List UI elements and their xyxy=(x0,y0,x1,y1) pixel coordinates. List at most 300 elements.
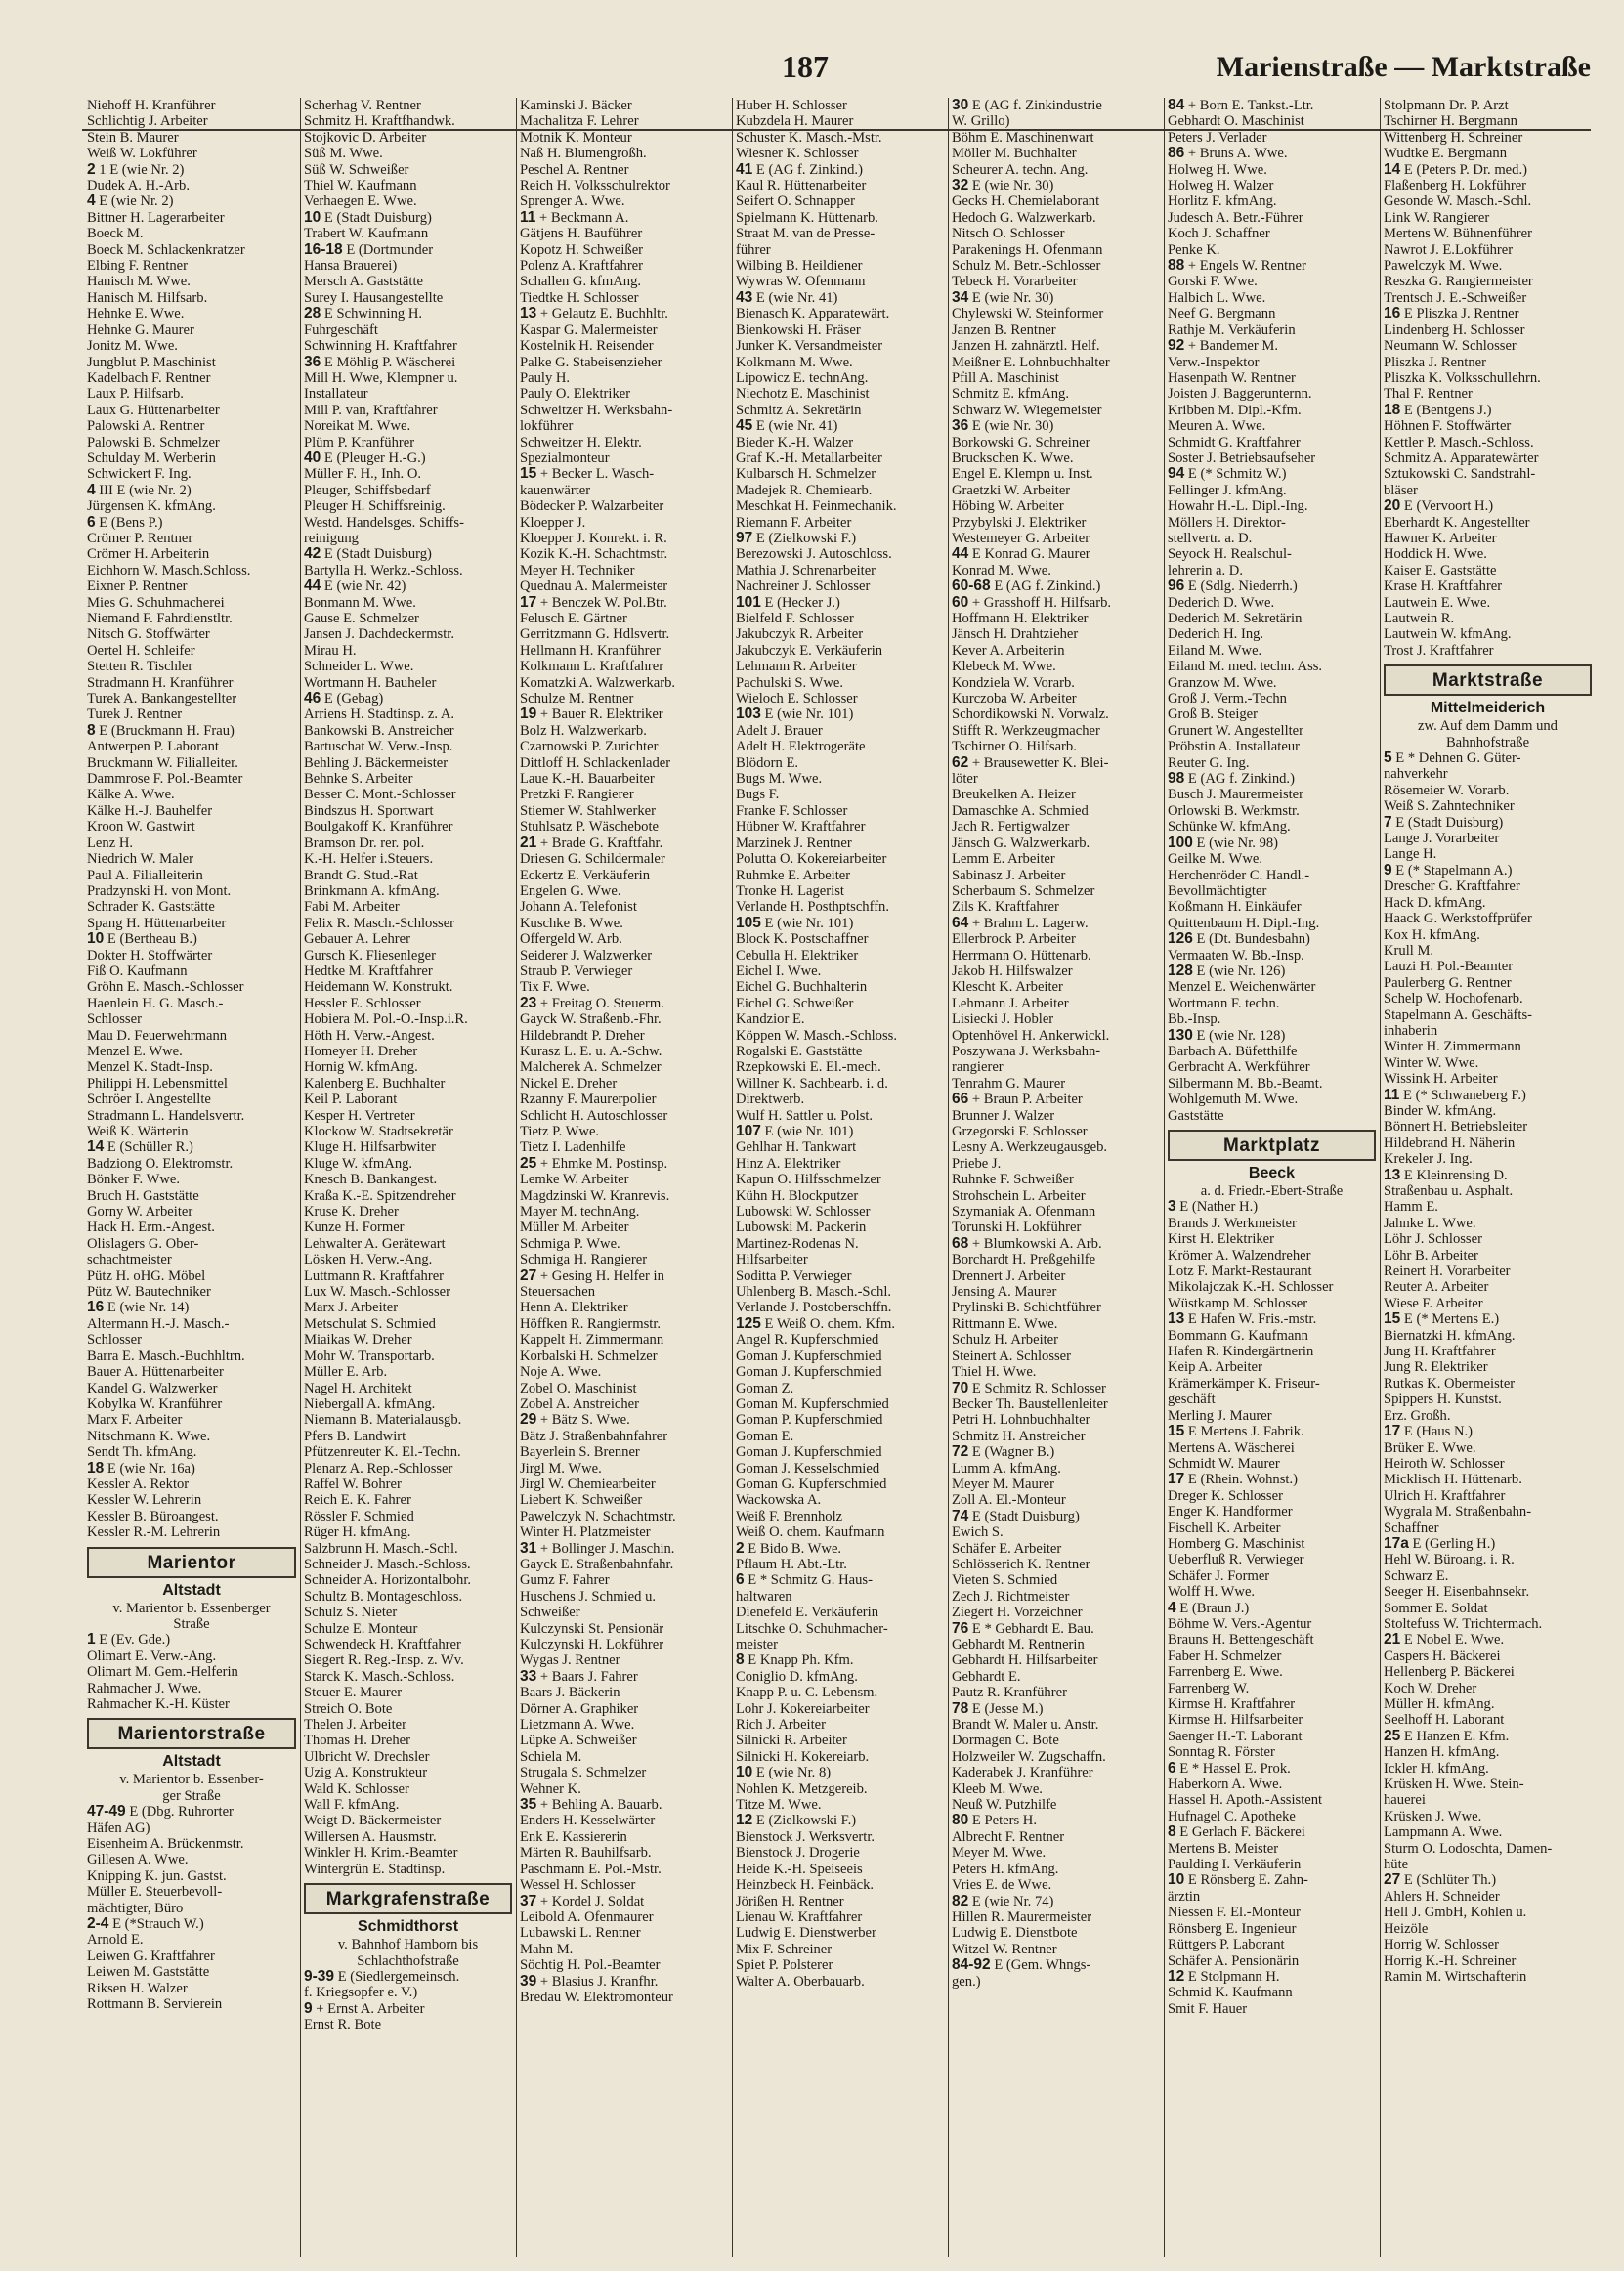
entry-text: Starck K. Masch.-Schloss. xyxy=(304,1668,455,1685)
directory-entry xyxy=(1384,1007,1592,1023)
entry-text: Engelen G. Wwe. xyxy=(520,882,621,899)
entry-text: E Konrad G. Maurer xyxy=(971,546,1090,563)
directory-entry xyxy=(736,450,944,466)
directory-entry xyxy=(1168,1809,1376,1824)
entry-text: Willersen A. Hausmstr. xyxy=(304,1828,437,1845)
entry-text: Felusch E. Gärtner xyxy=(520,611,627,626)
directory-column xyxy=(84,98,300,2257)
house-number: 27 xyxy=(520,1267,537,1284)
house-number: 101 xyxy=(736,594,761,611)
house-number: 16 xyxy=(87,1300,105,1316)
entry-text: Tschirner O. Hilfsarb. xyxy=(952,739,1077,755)
entry-text: Reuter G. Ing. xyxy=(1168,754,1250,771)
entry-text: Boulgakoff K. Kranführer xyxy=(304,819,453,836)
entry-text: Hedtke M. Kraftfahrer xyxy=(304,963,433,979)
directory-entry xyxy=(1168,643,1376,659)
entry-text: Bugs F. xyxy=(736,787,780,803)
directory-entry xyxy=(520,210,728,226)
entry-text: Geilke M. Wwe. xyxy=(1168,851,1262,868)
entry-text: lokführer xyxy=(520,418,574,435)
entry-text: Turek A. Bankangestellter xyxy=(87,691,237,707)
house-number: 36 xyxy=(952,418,969,435)
directory-entry xyxy=(1384,418,1592,434)
entry-text: E (wie Nr. 98) xyxy=(1196,835,1279,851)
directory-entry xyxy=(87,226,296,241)
entry-text: Jürgensen K. kfmAng. xyxy=(87,498,216,515)
entry-text: Grunert W. Angestellter xyxy=(1168,722,1304,739)
directory-entry xyxy=(520,723,728,739)
directory-entry xyxy=(304,1605,512,1620)
directory-entry xyxy=(736,1268,944,1284)
directory-entry xyxy=(952,322,1160,338)
entry-text: Bönker F. Wwe. xyxy=(87,1172,181,1188)
directory-entry xyxy=(520,819,728,835)
entry-text: Rössler F. Schmied xyxy=(304,1508,414,1524)
entry-text: Horlitz F. kfmAng. xyxy=(1168,193,1277,210)
directory-entry xyxy=(520,1461,728,1477)
entry-text: Zech J. Richtmeister xyxy=(952,1588,1070,1605)
entry-text: Homberg G. Maschinist xyxy=(1168,1535,1305,1552)
entry-text: + Behling A. Bauarb. xyxy=(539,1797,662,1814)
entry-text: Nitschmann K. Wwe. xyxy=(87,1428,211,1444)
directory-entry xyxy=(1384,1729,1592,1744)
entry-text: Mayer M. technAng. xyxy=(520,1204,640,1221)
entry-text: Jirgl M. Wwe. xyxy=(520,1460,602,1477)
entry-text: Weiß F. Brennholz xyxy=(736,1508,843,1524)
entry-text: Hobiera M. Pol.-O.-Insp.i.R. xyxy=(304,1011,468,1028)
entry-text: Meißner E. Lohnbuchhalter xyxy=(952,354,1110,370)
directory-entry xyxy=(736,1781,944,1797)
directory-entry xyxy=(952,803,1160,819)
directory-entry xyxy=(520,1108,728,1124)
entry-text: Malcherek A. Schmelzer xyxy=(520,1059,662,1076)
directory-entry xyxy=(1168,1028,1376,1044)
directory-entry xyxy=(304,1396,512,1412)
directory-entry xyxy=(736,883,944,899)
directory-entry xyxy=(1168,1424,1376,1439)
entry-text: Schneider J. Masch.-Schloss. xyxy=(304,1556,471,1572)
entry-text: Luttmann R. Kraftfahrer xyxy=(304,1267,445,1284)
entry-text: Bätz J. Straßenbahnfahrer xyxy=(520,1428,668,1444)
entry-text: Laux G. Hüttenarbeiter xyxy=(87,402,220,418)
entry-text: Löhr J. Schlosser xyxy=(1384,1231,1482,1248)
entry-text: E Hafen W. Fris.-mstr. xyxy=(1187,1311,1317,1328)
entry-text: Goman G. Kupferschmied xyxy=(736,1476,887,1492)
entry-text: Merling J. Maurer xyxy=(1168,1407,1272,1424)
directory-entry xyxy=(952,979,1160,995)
entry-text: Lindenberg H. Schlosser xyxy=(1384,321,1525,338)
directory-entry xyxy=(1384,1841,1592,1857)
directory-entry xyxy=(304,274,512,289)
directory-entry xyxy=(736,1252,944,1267)
entry-text: Meyer H. Techniker xyxy=(520,562,635,578)
directory-entry xyxy=(952,931,1160,947)
directory-entry xyxy=(87,1509,296,1524)
house-number: 47-49 xyxy=(87,1804,126,1821)
entry-text: E Bido B. Wwe. xyxy=(748,1540,842,1557)
entry-text: Schäfer J. Former xyxy=(1168,1567,1270,1584)
house-number: 84 xyxy=(1168,98,1185,113)
entry-text: Surey I. Hausangestellte xyxy=(304,289,444,306)
directory-entry xyxy=(1168,370,1376,386)
directory-entry xyxy=(952,1685,1160,1700)
entry-text: Menzel E. Wwe. xyxy=(87,1043,183,1059)
directory-entry xyxy=(1384,1953,1592,1969)
directory-entry xyxy=(87,450,296,466)
entry-text: Kirst H. Elektriker xyxy=(1168,1231,1275,1248)
entry-text: Kulczynski H. Lokführer xyxy=(520,1637,664,1652)
entry-text: E Gerlach F. Bäckerei xyxy=(1179,1824,1305,1841)
entry-text: Stradmann H. Kranführer xyxy=(87,674,234,691)
entry-text: Gayck W. Straßenb.-Fhr. xyxy=(520,1011,662,1028)
directory-entry xyxy=(304,1749,512,1765)
entry-text: Peters J. Verlader xyxy=(1168,129,1267,146)
directory-entry xyxy=(87,466,296,482)
entry-text: Paul A. Filialleiterin xyxy=(87,867,203,883)
entry-text: Wüstkamp M. Schlosser xyxy=(1168,1295,1308,1311)
entry-text: 1 E (wie Nr. 2) xyxy=(99,161,185,178)
entry-text: Eiland M. med. techn. Ass. xyxy=(1168,659,1323,675)
directory-entry xyxy=(736,210,944,226)
entry-text: Miaikas W. Dreher xyxy=(304,1332,412,1349)
directory-entry xyxy=(952,787,1160,802)
directory-entry xyxy=(952,531,1160,546)
house-number: 70 xyxy=(952,1380,969,1396)
entry-text: Straßenbau u. Asphalt. xyxy=(1384,1183,1514,1199)
directory-entry xyxy=(1168,1108,1376,1124)
directory-entry xyxy=(1168,1889,1376,1905)
entry-text: Kleeb M. Wwe. xyxy=(952,1780,1043,1797)
directory-entry xyxy=(1168,1328,1376,1344)
house-number: 100 xyxy=(1168,835,1193,851)
entry-text: + Kordel J. Soldat xyxy=(539,1893,645,1909)
directory-entry xyxy=(952,1957,1160,1973)
entry-text: Stein B. Maurer xyxy=(87,129,179,146)
entry-text: Machalitza F. Lehrer xyxy=(520,113,639,130)
entry-text: Schünke W. kfmAng. xyxy=(1168,819,1291,836)
entry-text: + Ernst A. Arbeiter xyxy=(316,2000,425,2017)
directory-entry xyxy=(1384,1248,1592,1264)
directory-entry xyxy=(736,1028,944,1044)
directory-entry xyxy=(304,1124,512,1139)
directory-entry xyxy=(520,418,728,434)
entry-text: Motnik K. Monteur xyxy=(520,129,632,146)
directory-entry xyxy=(87,691,296,707)
directory-entry xyxy=(736,1605,944,1620)
entry-text: Winter W. Wwe. xyxy=(1384,1054,1479,1071)
entry-text: Gerbracht A. Werkführer xyxy=(1168,1059,1310,1076)
entry-text: Seelhoff H. Laborant xyxy=(1384,1712,1505,1729)
entry-text: E (wie Nr. 74) xyxy=(971,1893,1054,1909)
district-name: Beeck xyxy=(1248,1165,1296,1181)
entry-text: Tebeck H. Vorarbeiter xyxy=(952,274,1078,290)
entry-text: E (wie Nr. 101) xyxy=(764,707,854,723)
directory-entry xyxy=(736,370,944,386)
entry-text: E (Siedlergemeinsch. xyxy=(337,1968,460,1985)
directory-entry xyxy=(304,675,512,691)
directory-entry xyxy=(304,787,512,802)
directory-entry xyxy=(1168,899,1376,915)
directory-entry xyxy=(1384,959,1592,974)
entry-text: Nagel H. Architekt xyxy=(304,1380,412,1396)
directory-entry xyxy=(952,1621,1160,1637)
entry-text: E (Rhein. Wohnst.) xyxy=(1187,1472,1298,1488)
directory-entry xyxy=(1168,1408,1376,1424)
directory-entry xyxy=(520,1524,728,1540)
entry-text: Rottmann B. Servierein xyxy=(87,1996,223,2013)
entry-text: Junker K. Versandmeister xyxy=(736,338,883,355)
directory-entry xyxy=(87,836,296,851)
entry-text: Hilfsarbeiter xyxy=(736,1252,808,1268)
directory-entry xyxy=(952,1829,1160,1845)
entry-text: Gursch K. Fliesenleger xyxy=(304,947,436,964)
directory-entry xyxy=(1168,675,1376,691)
entry-text: + Gesing H. Helfer in xyxy=(539,1267,664,1284)
entry-text: E (Schlüter Th.) xyxy=(1403,1872,1497,1889)
entry-text: Wygas J. Rentner xyxy=(520,1652,620,1669)
directory-entry xyxy=(87,193,296,209)
directory-entry xyxy=(1168,868,1376,883)
entry-text: Strugala S. Schmelzer xyxy=(520,1765,647,1781)
directory-entry xyxy=(304,1188,512,1204)
directory-entry xyxy=(1168,803,1376,819)
entry-text: Schlosser xyxy=(87,1011,142,1028)
entry-text: Fuhrgeschäft xyxy=(304,321,378,338)
directory-entry xyxy=(87,1821,296,1836)
entry-text: Oertel H. Schleifer xyxy=(87,642,195,659)
directory-entry xyxy=(736,146,944,161)
entry-text: Schlichtig J. Arbeiter xyxy=(87,113,208,130)
directory-entry xyxy=(952,274,1160,289)
directory-entry xyxy=(520,836,728,851)
entry-text: Mertens B. Meister xyxy=(1168,1840,1279,1857)
directory-entry xyxy=(1384,1777,1592,1792)
entry-text: Heinzbeck H. Feinbäck. xyxy=(736,1877,875,1894)
directory-entry xyxy=(1384,1712,1592,1728)
directory-entry xyxy=(87,1932,296,1948)
entry-text: Soditta P. Verwieger xyxy=(736,1267,852,1284)
entry-text: Schlösserich K. Rentner xyxy=(952,1556,1090,1572)
directory-entry xyxy=(87,787,296,802)
directory-entry xyxy=(1168,1953,1376,1969)
directory-entry xyxy=(1384,274,1592,289)
entry-text: Pawelczyk M. Wwe. xyxy=(1384,258,1503,275)
entry-text: Dudek A. H.-Arb. xyxy=(87,178,190,194)
entry-text: Mertens A. Wäscherei xyxy=(1168,1439,1295,1456)
directory-entry xyxy=(304,306,512,321)
directory-entry xyxy=(1168,403,1376,418)
directory-entry xyxy=(736,979,944,995)
directory-entry xyxy=(736,659,944,674)
entry-text: Leibold A. Ofenmaurer xyxy=(520,1908,654,1925)
directory-entry xyxy=(952,1220,1160,1235)
directory-entry xyxy=(304,1797,512,1813)
directory-entry xyxy=(1168,258,1376,274)
directory-entry xyxy=(736,1396,944,1412)
entry-text: Hildebrand H. Näherin xyxy=(1384,1135,1516,1151)
directory-entry xyxy=(87,1059,296,1075)
directory-entry xyxy=(1168,498,1376,514)
directory-entry xyxy=(304,1429,512,1444)
directory-entry xyxy=(1168,1937,1376,1952)
entry-text: Parakenings H. Ofenmann xyxy=(952,241,1103,258)
directory-entry xyxy=(1168,1248,1376,1264)
entry-text: Dederich H. Ing. xyxy=(1168,626,1264,643)
directory-entry xyxy=(1384,1279,1592,1295)
directory-entry xyxy=(304,1701,512,1717)
directory-entry xyxy=(87,1444,296,1460)
directory-entry xyxy=(520,1139,728,1155)
directory-entry xyxy=(952,643,1160,659)
entry-text: Ulrich H. Kraftfahrer xyxy=(1384,1487,1506,1504)
entry-text: Böhm E. Maschinenwart xyxy=(952,129,1094,146)
house-number: 66 xyxy=(952,1092,969,1108)
directory-entry xyxy=(1384,242,1592,258)
directory-entry xyxy=(520,595,728,611)
entry-text: Weiß S. Zahntechniker xyxy=(1384,798,1515,815)
directory-entry xyxy=(304,418,512,434)
entry-text: Bindszus H. Sportwart xyxy=(304,802,434,819)
directory-entry xyxy=(1384,1521,1592,1536)
directory-entry xyxy=(304,290,512,306)
directory-entry xyxy=(952,1765,1160,1780)
entry-text: Laux P. Hilfsarb. xyxy=(87,386,184,403)
directory-entry xyxy=(952,836,1160,851)
entry-text: Verw.-Inspektor xyxy=(1168,354,1260,370)
directory-entry xyxy=(736,899,944,915)
directory-column xyxy=(948,98,1164,2257)
directory-entry xyxy=(952,1461,1160,1477)
entry-text: Graetzki W. Arbeiter xyxy=(952,482,1071,498)
entry-text: Kandzior E. xyxy=(736,1011,805,1028)
directory-entry xyxy=(520,1059,728,1075)
directory-entry xyxy=(1168,1841,1376,1857)
entry-text: Müller M. Arbeiter xyxy=(520,1220,629,1236)
entry-text: Gillesen A. Wwe. xyxy=(87,1852,189,1868)
directory-entry xyxy=(304,1829,512,1845)
directory-entry xyxy=(1384,1344,1592,1359)
directory-entry xyxy=(952,1557,1160,1572)
entry-text: Streich O. Bote xyxy=(304,1700,393,1717)
entry-text: Kroon W. Gastwirt xyxy=(87,819,195,836)
entry-text: Winter H. Platzmeister xyxy=(520,1524,651,1541)
entry-text: E (Peters P. Dr. med.) xyxy=(1403,161,1527,178)
entry-text: Janzen B. Rentner xyxy=(952,321,1056,338)
entry-text: Kesper H. Vertreter xyxy=(304,1107,415,1124)
entry-text: Crömer P. Rentner xyxy=(87,530,193,546)
directory-entry xyxy=(952,755,1160,771)
entry-text: Verlande J. Postoberschffn. xyxy=(736,1300,892,1316)
directory-entry xyxy=(1168,1344,1376,1359)
house-number: 125 xyxy=(736,1315,761,1332)
directory-entry xyxy=(952,1252,1160,1267)
directory-entry xyxy=(952,1156,1160,1172)
entry-text: Bramson Dr. rer. pol. xyxy=(304,835,425,851)
entry-text: Weiß W. Lokführer xyxy=(87,146,197,162)
entry-text: Jansen J. Dachdeckermstr. xyxy=(304,626,454,643)
entry-text: Hinz A. Elektriker xyxy=(736,1155,841,1172)
entry-text: Janzen H. zahnärztl. Helf. xyxy=(952,338,1100,355)
directory-entry xyxy=(952,242,1160,258)
entry-text: Elbing F. Rentner xyxy=(87,258,189,275)
entry-text: Ellerbrock P. Arbeiter xyxy=(952,931,1076,948)
directory-entry xyxy=(1168,1824,1376,1840)
entry-text: Wieloch E. Schlosser xyxy=(736,691,858,707)
directory-entry xyxy=(87,403,296,418)
entry-text: Jensing A. Maurer xyxy=(952,1284,1057,1301)
directory-entry xyxy=(87,322,296,338)
directory-entry xyxy=(87,1396,296,1412)
entry-text: Wudtke E. Bergmann xyxy=(1384,146,1507,162)
entry-text: Ickler H. kfmAng. xyxy=(1384,1760,1489,1777)
entry-text: Herrmann O. Hüttenarb. xyxy=(952,947,1091,964)
entry-text: Kühn H. Blockputzer xyxy=(736,1187,859,1204)
directory-entry xyxy=(952,1477,1160,1492)
entry-text: mächtigter, Büro xyxy=(87,1900,184,1916)
directory-entry xyxy=(736,1829,944,1845)
entry-text: Höhnen F. Stoffwärter xyxy=(1384,418,1512,435)
entry-text: Albrecht F. Rentner xyxy=(952,1828,1065,1845)
directory-entry xyxy=(1384,595,1592,611)
house-number: 36 xyxy=(304,354,321,370)
directory-entry xyxy=(520,1011,728,1027)
house-number: 92 xyxy=(1168,338,1185,355)
entry-text: Brüker E. Wwe. xyxy=(1384,1439,1476,1456)
entry-text: Jakubczyk E. Verkäuferin xyxy=(736,642,883,659)
entry-text: Holweg H. Wwe. xyxy=(1168,161,1267,178)
entry-text: Grzegorski F. Schlosser xyxy=(952,1124,1088,1139)
directory-entry xyxy=(87,996,296,1011)
directory-entry xyxy=(1384,1552,1592,1567)
entry-text: Knapp P. u. C. Lebensm. xyxy=(736,1685,878,1701)
directory-entry xyxy=(952,1204,1160,1220)
directory-entry xyxy=(1384,831,1592,846)
entry-text: Pütz H. oHG. Möbel xyxy=(87,1267,206,1284)
entry-text: ärztin xyxy=(1168,1888,1201,1905)
entry-text: Goman M. Kupferschmied xyxy=(736,1395,889,1412)
directory-entry xyxy=(736,1637,944,1652)
directory-entry xyxy=(304,723,512,739)
directory-entry xyxy=(952,1749,1160,1765)
entry-text: Kostelnik H. Reisender xyxy=(520,338,654,355)
entry-text: Martinez-Rodenas N. xyxy=(736,1235,859,1252)
entry-text: Niehoff H. Kranführer xyxy=(87,98,216,113)
directory-column xyxy=(1164,98,1380,2257)
entry-text: Orlowski B. Werkmstr. xyxy=(1168,802,1300,819)
directory-entry xyxy=(520,1300,728,1315)
entry-text: Sztukowski C. Sandstrahl- xyxy=(1384,466,1536,483)
directory-entry xyxy=(1384,1440,1592,1456)
directory-entry xyxy=(736,1701,944,1717)
entry-text: Micklisch H. Hüttenarb. xyxy=(1384,1472,1522,1488)
entry-text: Schulze M. Rentner xyxy=(520,691,634,707)
entry-text: Hawner K. Arbeiter xyxy=(1384,530,1497,546)
directory-entry xyxy=(1384,146,1592,161)
entry-text: Leiwen M. Gaststätte xyxy=(87,1964,210,1981)
entry-text: geschäft xyxy=(1168,1392,1216,1408)
entry-text: Ludwig E. Dienstwerber xyxy=(736,1925,876,1942)
entry-text: löter xyxy=(952,771,978,788)
directory-entry xyxy=(520,563,728,578)
directory-entry xyxy=(304,1985,512,2000)
directory-entry xyxy=(1384,911,1592,926)
directory-entry xyxy=(1168,226,1376,241)
entry-text: Nickel E. Dreher xyxy=(520,1075,618,1092)
entry-text: E (Gem. Whngs- xyxy=(994,1957,1091,1974)
directory-entry xyxy=(1168,739,1376,754)
directory-entry xyxy=(952,996,1160,1011)
directory-entry xyxy=(1384,113,1592,129)
